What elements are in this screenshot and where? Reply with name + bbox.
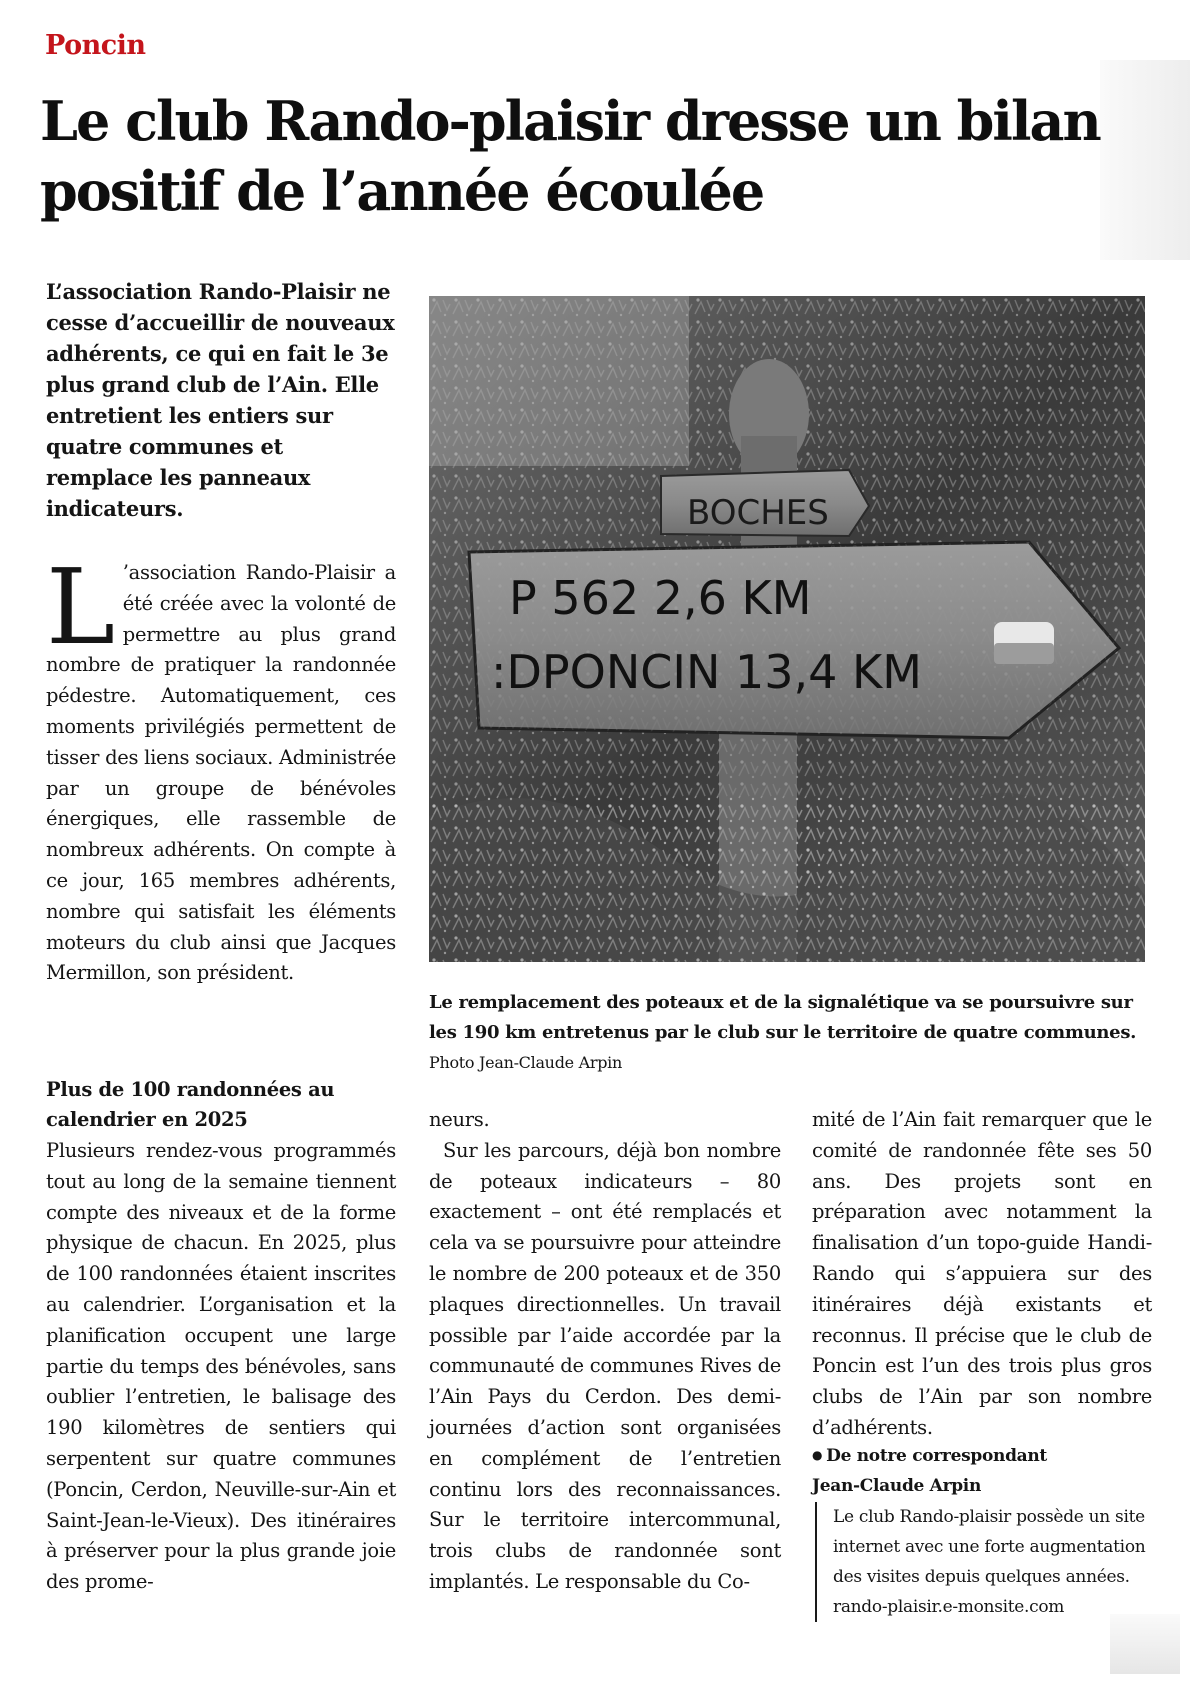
- sign-top-plank: [661, 470, 869, 536]
- sign-line-1: P 562 2,6 KM: [509, 571, 812, 625]
- sign-arrow-plank: [469, 542, 1119, 738]
- body-column-3: mité de l’Ain fait remarquer que le comité de randonnée fête ses 50 ans. Des projets sont en préparation avec notamment la finalisation d’un topo-guide Handi-Rando qui s’appuiera sur des itinéraires déjà existants et reconnus. Il précise que le club de Poncin est l’un des trois plus gros clubs de l’Ain par son nombre d’adhérents.: [812, 1108, 1152, 1439]
- headline: Le club Rando-plaisir dresse un bilan positif de l’année écoulée: [40, 89, 1100, 223]
- sign-top-text: BOCHES: [687, 493, 829, 533]
- adjacent-article-fragment: [1100, 60, 1190, 260]
- sign-line-2: :DPONCIN 13,4 KM: [491, 645, 922, 699]
- standfirst: L’association Rando-Plaisir ne cesse d’accueillir de nouveaux adhérents, ce qui en fait le 3e plus grand club de l’Ain. Elle entretient les entiers sur quatre communes et remplace les panneaux indicateurs.: [46, 279, 395, 521]
- byline-name: Jean-Claude Arpin: [812, 1476, 982, 1496]
- section-kicker: Poncin: [45, 30, 146, 61]
- trail-signpost-photo: [429, 296, 1145, 962]
- caption-text: Le remplacement des poteaux et de la signalétique va se poursuivre sur les 190 km entretenus par le club sur le territoire de quatre communes.: [429, 992, 1137, 1043]
- drop-cap: L: [46, 546, 115, 668]
- bullet-icon: ●: [812, 1448, 823, 1462]
- body-column-2: [429, 1105, 781, 1598]
- column-2-paragraph: Sur les parcours, déjà bon nombre de poteaux indicateurs – 80 exactement – ont été remplacés et cela va se poursuivre pour atteindre le nombre de 200 poteaux et de 350 plaques directionnelles. Un travail possible par l’aide accordée par la communauté de communes Rives de l’Ain Pays du Cerdon. Des demi-journées d’action sont organisées en complément de l’entretien continu lors des reconnaissances. Sur le territoire intercommunal, trois clubs de randonnée sont implantés. Le responsable du Co-: [429, 1138, 781, 1593]
- photo-credit: Photo Jean-Claude Arpin: [429, 1053, 622, 1072]
- adjacent-article-fragment-bottom: [1110, 1614, 1180, 1674]
- body-column-1: Plusieurs rendez-vous programmés tout au long de la semaine tiennent compte des niveaux et de la forme physique de chacun. En 2025, plus de 100 randonnées étaient inscrites au calendrier. L’organisation et la planification occupent une large partie du temps des bénévoles, sans oublier l’entretien, le balisage des 190 kilomètres de sentiers qui serpentent sur quatre communes (Poncin, Cerdon, Neuville-sur-Ain et Saint-Jean-le-Vieux). Des itinéraires à préserver pour la plus grande joie des prome-: [46, 1139, 396, 1594]
- column-2-continuation: neurs.: [429, 1108, 490, 1131]
- subheading: Plus de 100 randonnées au calendrier en 2025: [46, 1078, 335, 1131]
- sidebar-note: Le club Rando-plaisir possède un site internet avec une forte augmentation des visites depuis quelques années. rando-plaisir.e-monsite.com: [815, 1502, 1149, 1622]
- byline-role: De notre correspondant: [826, 1446, 1047, 1466]
- intro-text: ’association Rando-Plaisir a été créée avec la volonté de permettre au plus grand nombre de pratiquer la randonnée pédestre. Automatiquement, ces moments privilégiés permettent de tisser des liens sociaux. Administrée par un groupe de bénévoles énergiques, elle rassemble de nombreux adhérents. On compte à ce jour, 165 membres adhérents, nombre qui satisfait les éléments moteurs du club ainsi que Jacques Mermillon, son président.: [46, 561, 396, 985]
- intro-paragraph: [46, 546, 396, 989]
- byline: [812, 1440, 1152, 1501]
- photo-caption: [429, 988, 1149, 1078]
